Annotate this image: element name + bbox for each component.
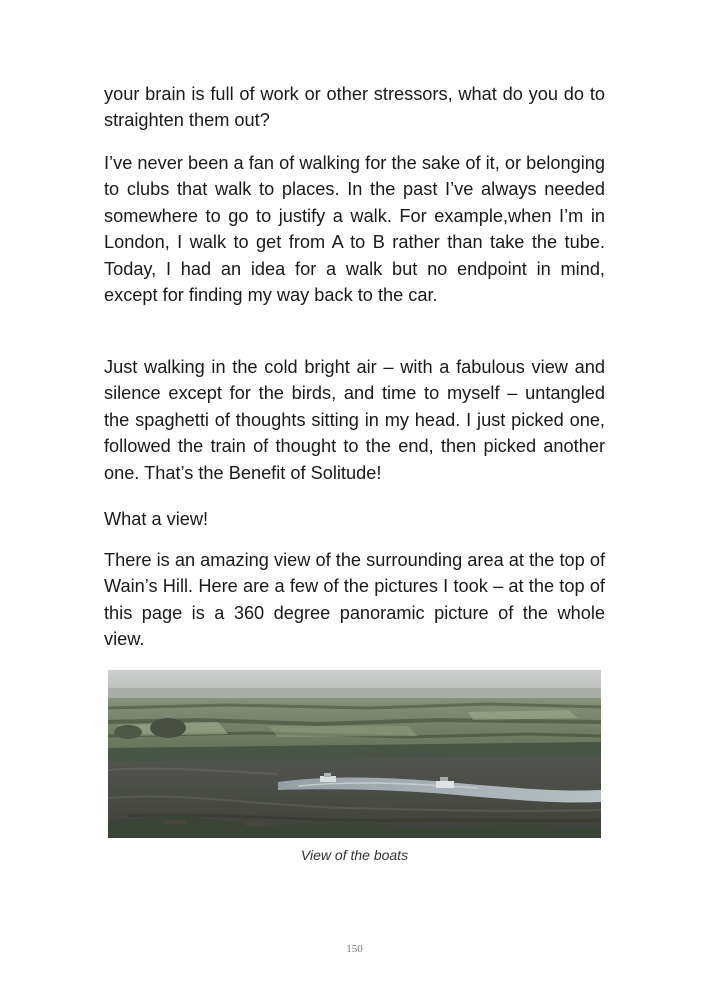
- paragraph-text: I’ve never been a fan of walking for the sake of it, or belonging to clubs that walk to places. In the past I’ve always needed somewhere to go to justify a walk. For example,when I’m in London, I walk to get from A to B rather than take the tube. Today, I had an idea for a walk but no endpoint in mind, except for finding my way back to the car.: [104, 153, 605, 306]
- body-paragraph-1: [104, 81, 605, 134]
- body-paragraph-4: [104, 506, 605, 532]
- paragraph-text: Just walking in the cold bright air – with a fabulous view and silence except for the birds, and time to myself – untangled the spaghetti of thoughts sitting in my head. I just picked one, followed the train of thought to the end, then picked another one. That’s the Benefit of Solitude!: [104, 357, 605, 483]
- paragraph-text: your brain is full of work or other stressors, what do you do to straighten them out?: [104, 84, 605, 131]
- paragraph-text: What a view!: [104, 509, 209, 529]
- body-paragraph-2: [104, 150, 605, 308]
- landscape-photo: [108, 670, 601, 838]
- paragraph-text: There is an amazing view of the surrounding area at the top of Wain’s Hill. Here are a few of the pictures I took – at the top of this page is a 360 degree panoramic picture of the whole view.: [104, 550, 605, 650]
- body-paragraph-3: [104, 354, 605, 486]
- page-number: 150: [346, 943, 363, 955]
- photo-caption: View of the boats: [300, 847, 409, 863]
- body-paragraph-5: [104, 547, 605, 653]
